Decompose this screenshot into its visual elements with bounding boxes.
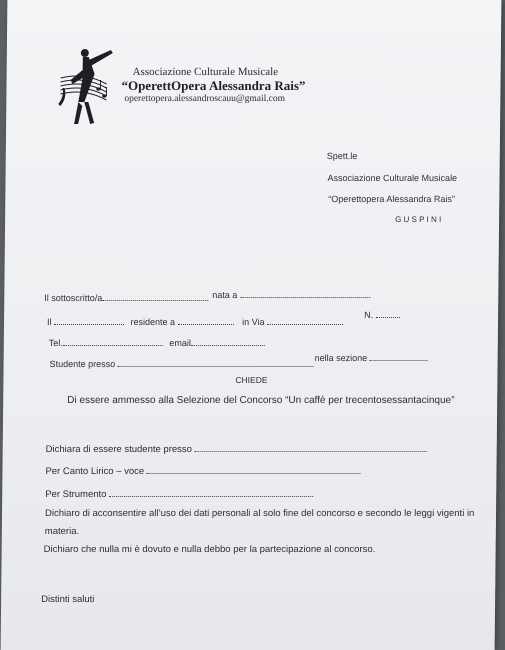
residente-label: residente a [130, 317, 176, 327]
closing-salutation: Distinti saluti [41, 594, 95, 605]
decl-strumento [45, 488, 313, 500]
recipient-line1: Associazione Culturale Musicale [327, 173, 458, 183]
header-email: operettopera.alessandroscauu@gmail.com [124, 94, 286, 104]
decl-studente [46, 443, 427, 455]
document-page [1, 0, 502, 650]
via-field[interactable] [267, 316, 343, 325]
decl-canto [45, 465, 361, 477]
sezione-field[interactable] [370, 352, 428, 361]
studente-label: Studente presso [49, 359, 116, 369]
email-field[interactable] [191, 337, 265, 346]
n-field[interactable] [376, 309, 400, 318]
chiede-heading: CHIEDE [235, 375, 268, 385]
form-row-il [47, 316, 343, 327]
decl-canto-label: Per Canto Lirico – voce [45, 466, 145, 477]
tel-label: Tel. [48, 338, 63, 348]
email-label: email [169, 338, 191, 348]
via-label: in Via [242, 317, 265, 327]
header-org-line: Associazione Culturale Musicale [132, 66, 279, 78]
form-row-sottoscritto [44, 292, 208, 303]
association-logo [54, 44, 119, 130]
il-field[interactable] [54, 316, 124, 325]
decl-consenso-line1: Dichiaro di acconsentire all’uso dei dati personali al solo fine del concorso e secondo le leggi vigenti in [44, 508, 475, 519]
decl-consenso-line2: materia. [44, 526, 80, 537]
decl-strumento-field[interactable] [109, 488, 313, 497]
sezione-label: nella sezione [314, 353, 368, 363]
recipient-city: G U S P I N I [395, 215, 442, 224]
recipient-salutation: Spett.le [326, 151, 358, 161]
header-title: “OperettOpera Alessandra Rais” [121, 78, 306, 93]
form-row-sezione [315, 352, 428, 363]
nata-field[interactable] [240, 289, 370, 298]
form-row-n [364, 309, 400, 320]
studente-field[interactable] [118, 358, 314, 367]
decl-nulla: Dichiaro che nulla mi è dovuto e nulla debbo per la partecipazione al concorso. [43, 544, 376, 555]
form-row-tel [49, 337, 265, 348]
sottoscritto-label: Il sottoscritto/a [44, 293, 103, 303]
recipient-line2: “Operettopera Alessandra Rais” [328, 194, 455, 204]
il-label: Il [46, 317, 52, 327]
decl-studente-field[interactable] [195, 443, 427, 452]
decl-strumento-label: Per Strumento [45, 489, 107, 500]
form-row-nata [212, 289, 370, 300]
n-label: N. [364, 310, 374, 320]
tel-field[interactable] [63, 337, 163, 346]
decl-studente-label: Dichiara di essere studente presso [45, 444, 193, 455]
sottoscritto-field[interactable] [102, 292, 208, 301]
form-row-studente [50, 358, 314, 369]
residente-field[interactable] [178, 316, 234, 325]
request-text: Di essere ammesso alla Selezione del Concorso “Un caffè per trecentosessantacinque” [67, 395, 455, 406]
nata-label: nata a [212, 290, 238, 300]
decl-canto-field[interactable] [147, 465, 361, 474]
